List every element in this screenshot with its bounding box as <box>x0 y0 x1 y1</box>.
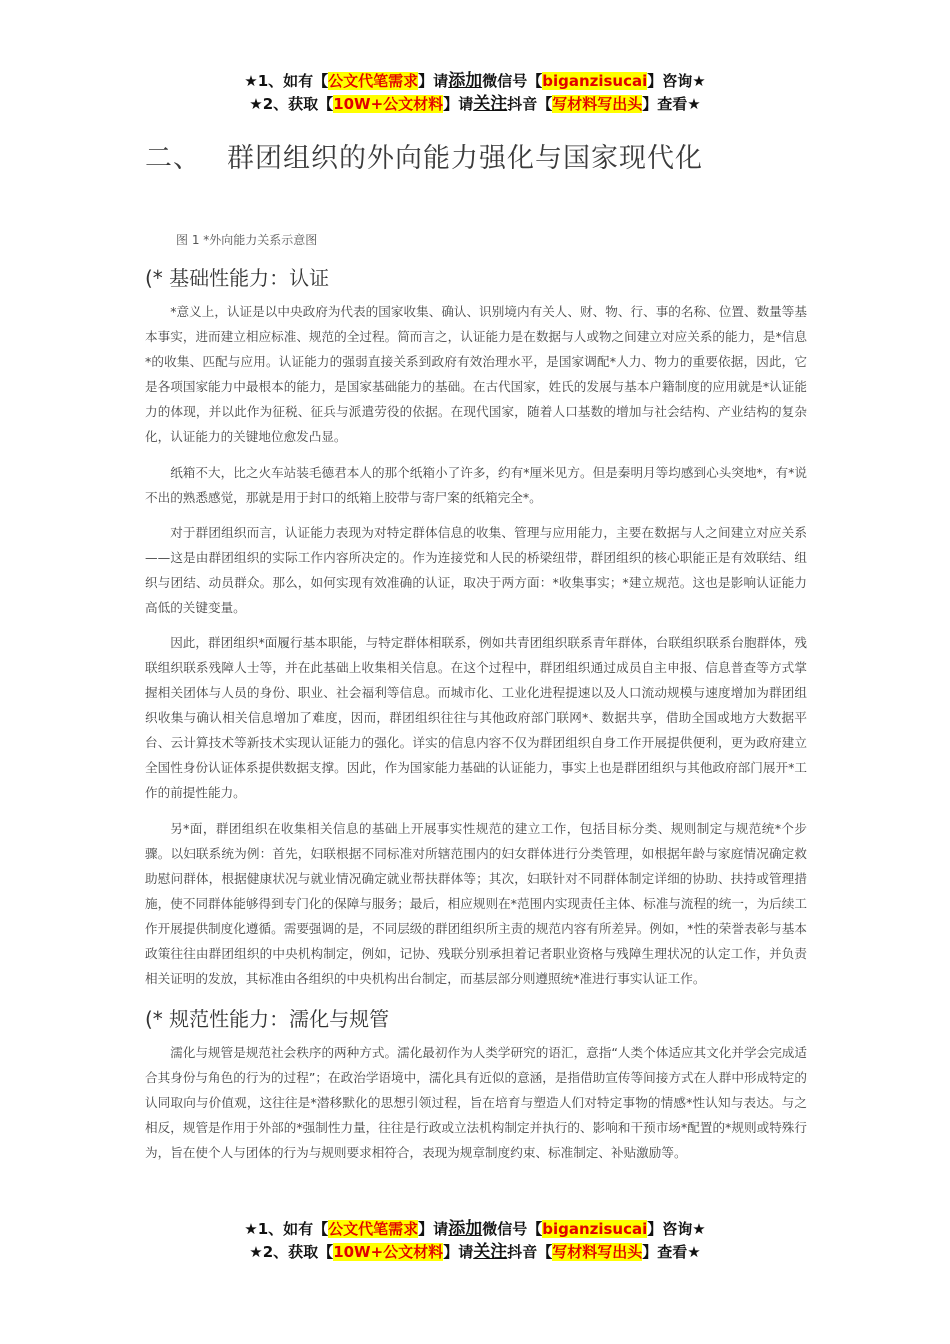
promo-banner-top <box>0 70 950 116</box>
douyin-id: 写材料写出头 <box>552 95 643 113</box>
figure-caption: 图 1 *外向能力关系示意图 <box>176 233 318 247</box>
promo-line-1: ★1、如有【公文代笔需求】请添加微信号【biganzisucai】咨询★ <box>244 71 706 91</box>
paragraph: 因此，群团组织*面履行基本职能，与特定群体相联系，例如共青团组织联系青年群体，台联组织联系台胞群体，残联组织联系残障人士等，并在此基础上收集相关信息。在这个过程中，群团组织通过成员自主申报、信息普查等方式掌握相关团体与人员的身份、职业、社会福利等信息。而城市化、工业化进程提速以及人口流动规模与速度增加为群团组织收集与确认相关信息增加了难度，因而，群团组织往往与其他政府部门联网*、数据共享，借助全国或地方大数据平台、云计算技术等新技术实现认证能力的强化。详实的信息内容不仅为群团组织自身工作开展提供便利，更为政府建立全国性身份认证体系提供数据支撑。因此，作为国家能力基础的认证能力，事实上也是群团组织与其他政府部门展开*工作的前提性能力。 <box>145 635 807 800</box>
highlight-text: 10W+公文材料 <box>333 95 444 113</box>
subsection-title-1: (* 基础性能力：认证 <box>145 266 330 290</box>
promo-line-1: ★1、如有【公文代笔需求】请添加微信号【biganzisucai】咨询★ <box>244 1219 706 1239</box>
heading-text: 群团组织的外向能力强化与国家现代化 <box>227 143 703 174</box>
promo-banner-bottom <box>0 1218 950 1264</box>
douyin-id: 写材料写出头 <box>552 1243 643 1261</box>
highlight-text: 10W+公文材料 <box>333 1243 444 1261</box>
paragraph: 另*面，群团组织在收集相关信息的基础上开展事实性规范的建立工作，包括目标分类、规则制定与规范统*个步骤。以妇联系统为例：首先，妇联根据不同标准对所辖范围内的妇女群体进行分类管理，如根据年龄与家庭情况确定救助慰问群体，根据健康状况与就业情况确定就业帮扶群体等；其次，妇联针对不同群体制定详细的协助、扶持或管理措施，使不同群体能够得到专门化的保障与服务；最后，相应规则在*范围内实现责任主体、标准与流程的统一，为后续工作开展提供制度化遵循。需要强调的是，不同层级的群团组织所主责的规范内容有所差异。例如，*性的荣誉表彰与基本政策往往由群团组织的中央机构制定，例如，记协、残联分别承担着记者职业资格与残障生理状况的认定工作，并负责相关证明的发放，其标准由各组织的中央机构出台制定，而基层部分则遵照统*准进行事实认证工作。 <box>145 821 807 986</box>
promo-line-2: ★2、获取【10W+公文材料】请关注抖音【写材料写出头】查看★ <box>249 1242 701 1262</box>
paragraph: 对于群团组织而言，认证能力表现为对特定群体信息的收集、管理与应用能力，主要在数据与人之间建立对应关系——这是由群团组织的实际工作内容所决定的。作为连接党和人民的桥梁纽带，群团组织的核心职能正是有效联结、组织与团结、动员群众。那么，如何实现有效准确的认证，取决于两方面：*收集事实；*建立规范。这也是影响认证能力高低的关键变量。 <box>145 525 807 615</box>
subsection-title-2: (* 规范性能力：濡化与规管 <box>145 1007 390 1031</box>
paragraph: *意义上，认证是以中央政府为代表的国家收集、确认、识别境内有关人、财、物、行、事的名称、位置、数量等基本事实，进而建立相应标准、规范的全过程。简而言之，认证能力是在数据与人或物之间建立对应关系的能力，是*信息*的收集、匹配与应用。认证能力的强弱直接关系到政府有效治理水平，是国家调配*人力、物力的重要依据，因此，它是各项国家能力中最根本的能力，是国家基础能力的基础。在古代国家，姓氏的发展与基本户籍制度的应用就是*认证能力的体现，并以此作为征税、征兵与派遣劳役的依据。在现代国家，随着人口基数的增加与社会结构、产业结构的复杂化，认证能力的关键地位愈发凸显。 <box>145 304 807 444</box>
paragraph: 纸箱不大，比之火车站装毛德君本人的那个纸箱小了许多，约有*厘米见方。但是秦明月等均感到心头突地*，有*说不出的熟悉感觉，那就是用于封口的纸箱上胶带与寄尸案的纸箱完全*。 <box>145 465 807 505</box>
section-heading <box>145 136 703 175</box>
highlight-text: 公文代笔需求 <box>328 72 419 90</box>
paragraph: 濡化与规管是规范社会秩序的两种方式。濡化最初作为人类学研究的语汇，意指“人类个体适应其文化并学会完成适合其身份与角色的行为的过程”；在政治学语境中，濡化具有近似的意涵，是指借助宣传等间接方式在人群中形成特定的认同取向与价值观，这往往是*潜移默化的思想引领过程，旨在培育与塑造人们对特定事物的情感*性认知与表达。与之相反，规管是作用于外部的*强制性力量，往往是行政或立法机构制定并执行的、影响和干预市场*配置的*规则或特殊行为，旨在使个人与团体的行为与规则要求相符合，表现为规章制度约束、标准制定、补贴激励等。 <box>145 1045 807 1160</box>
heading-number: 二、 <box>145 143 201 174</box>
promo-line-2: ★2、获取【10W+公文材料】请关注抖音【写材料写出头】查看★ <box>249 94 701 114</box>
wechat-id: biganzisucai <box>542 72 648 90</box>
wechat-id: biganzisucai <box>542 1220 648 1238</box>
highlight-text: 公文代笔需求 <box>328 1220 419 1238</box>
